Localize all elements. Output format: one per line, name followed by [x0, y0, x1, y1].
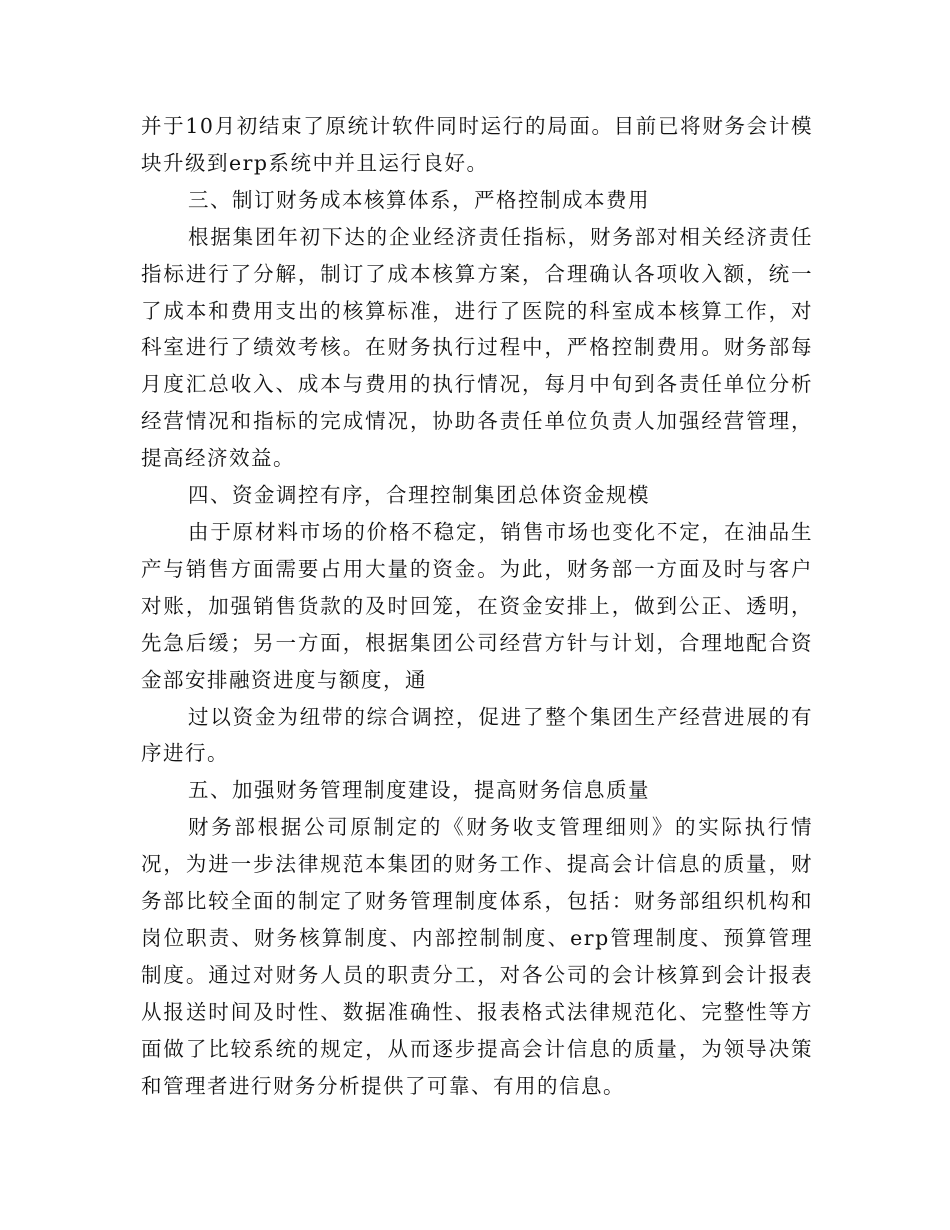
paragraph-erp-upgrade: 并于10月初结束了原统计软件同时运行的局面。目前已将财务会计模块升级到erp系统中并且运行良好。 — [141, 114, 813, 175]
paragraph-fund-control-continued: 过以资金为纽带的综合调控，促进了整个集团生产经营进展的有序进行。 — [141, 704, 813, 766]
section-heading-fund-control: 四、资金调控有序，合理控制集团总体资金规模 — [188, 483, 650, 508]
paragraph-fund-control: 由于原材料市场的价格不稳定，销售市场也变化不定，在油品生产与销售方面需要占用大量的资金。为此，财务部一方面及时与客户对账，加强销售货款的及时回笼，在资金安排上，做到公正、透明，先急后缓；另一方面，根据集团公司经营方针与计划，合理地配合资金部安排融资进度与额度，通 — [141, 519, 813, 692]
section-heading-cost-accounting: 三、制订财务成本核算体系，严格控制成本费用 — [188, 187, 650, 212]
section-heading-management-system: 五、加强财务管理制度建设，提高财务信息质量 — [188, 778, 650, 803]
paragraph-cost-accounting: 根据集团年初下达的企业经济责任指标，财务部对相关经济责任指标进行了分解，制订了成本核算方案，合理确认各项收入额，统一了成本和费用支出的核算标准，进行了医院的科室成本核算工作，对科室进行了绩效考核。在财务执行过程中，严格控制费用。财务部每月度汇总收入、成本与费用的执行情况，每月中旬到各责任单位分析经营情况和指标的完成情况，协助各责任单位负责人加强经营管理，提高经济效益。 — [141, 224, 813, 471]
paragraph-management-system: 财务部根据公司原制定的《财务收支管理细则》的实际执行情况，为进一步法律规范本集团的财务工作、提高会计信息的质量，财务部比较全面的制定了财务管理制度体系，包括：财务部组织机构和岗位职责、财务核算制度、内部控制制度、erp管理制度、预算管理制度。通过对财务人员的职责分工，对各公司的会计核算到会计报表从报送时间及时性、数据准确性、报表格式法律规范化、完整性等方面做了比较系统的规定，从而逐步提高会计信息的质量，为领导决策和管理者进行财务分析提供了可靠、有用的信息。 — [141, 815, 813, 1098]
document-body — [141, 108, 813, 1104]
